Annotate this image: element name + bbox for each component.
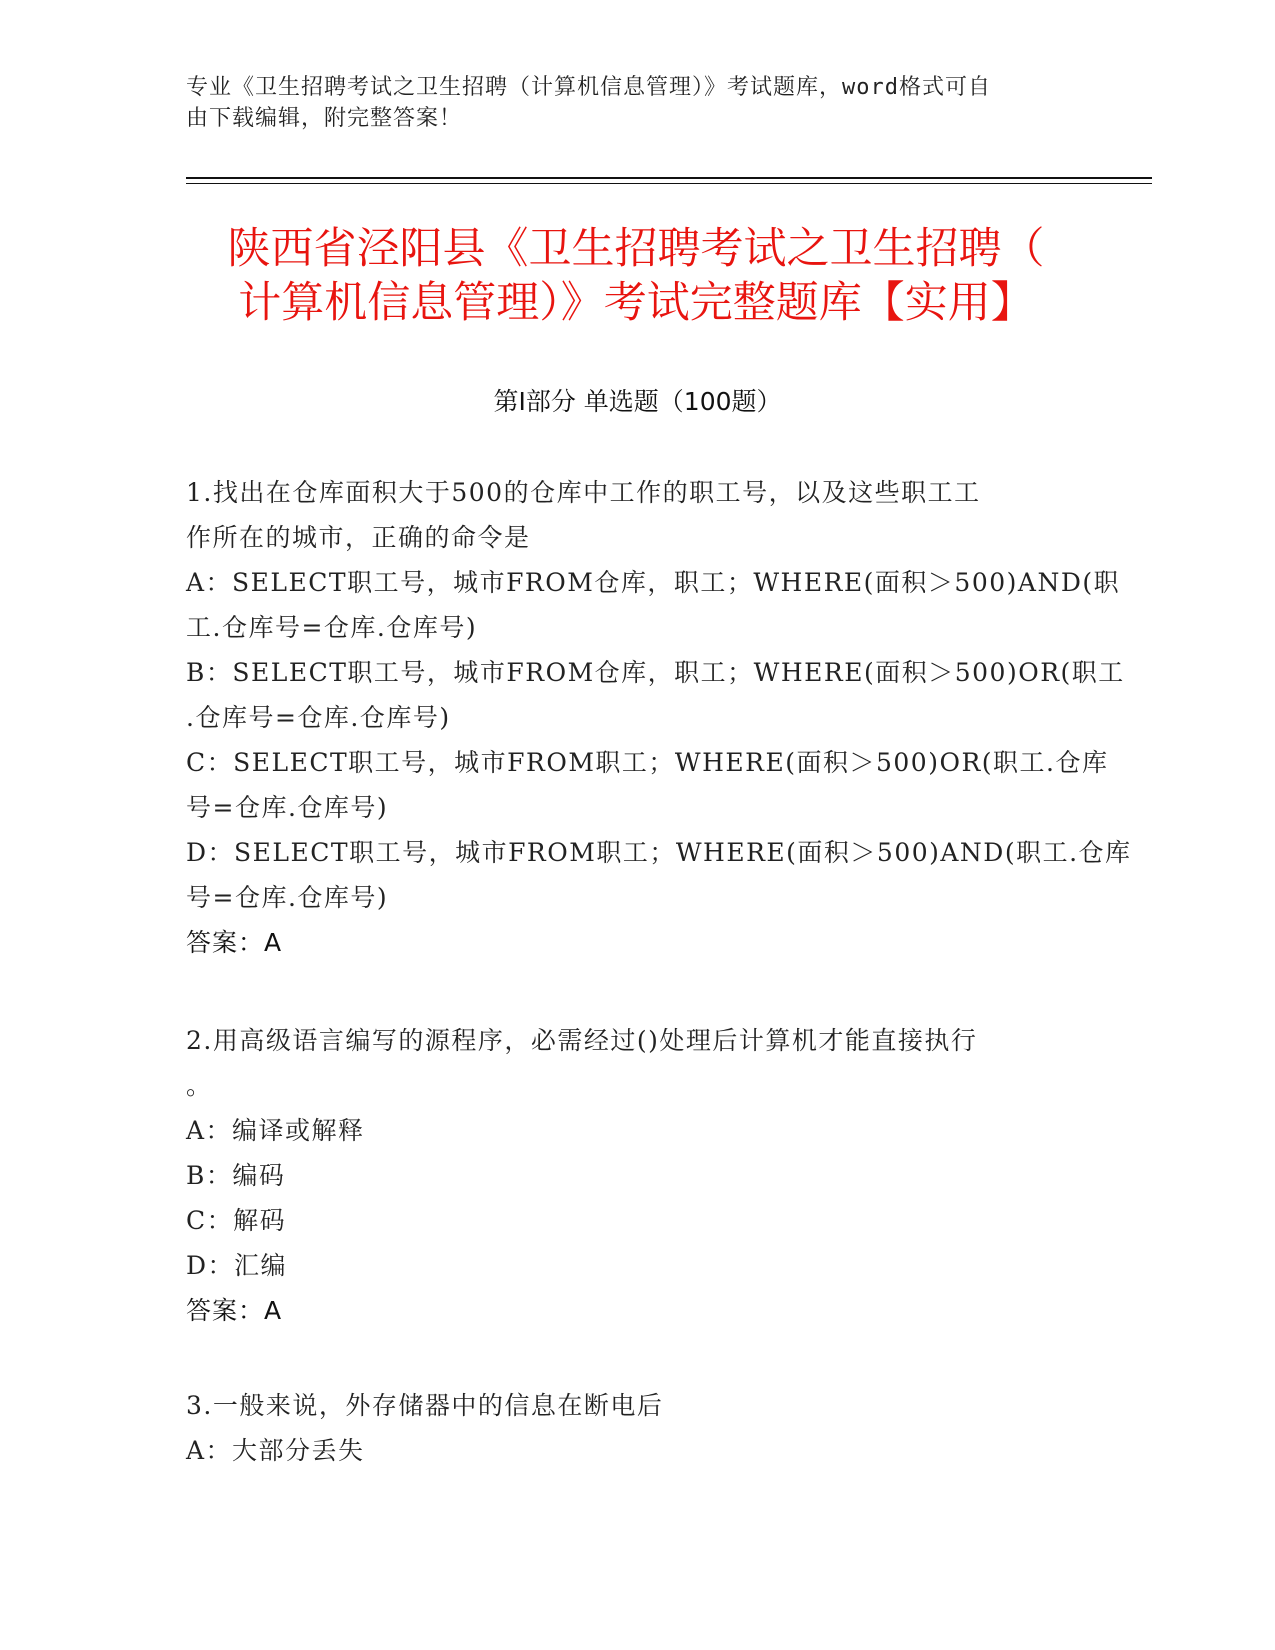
option-a: A：编译或解释 bbox=[186, 1116, 365, 1145]
header-note-line: 由下载编辑，附完整答案！ bbox=[186, 106, 463, 131]
question-stem: 。 bbox=[186, 1071, 213, 1100]
option-b: B：编码 bbox=[186, 1161, 286, 1190]
header-note bbox=[186, 72, 1066, 134]
question-stem: 作所在的城市，正确的命令是 bbox=[186, 523, 531, 552]
option-d: D：汇编 bbox=[186, 1251, 288, 1280]
answer: 答案：A bbox=[186, 928, 283, 957]
answer: 答案：A bbox=[186, 1296, 283, 1325]
header-divider bbox=[186, 183, 1152, 184]
question-2 bbox=[186, 1018, 1086, 1333]
section-heading: 第Ⅰ部分 单选题（100题） bbox=[493, 387, 782, 416]
option-b: .仓库号=仓库.仓库号) bbox=[186, 703, 451, 732]
option-a: A：SELECT职工号，城市FROM仓库，职工；WHERE(面积＞500)AND(职 bbox=[186, 568, 1121, 597]
question-stem: 1.找出在仓库面积大于500的仓库中工作的职工号，以及这些职工工 bbox=[186, 478, 981, 507]
question-1 bbox=[186, 470, 1132, 965]
option-c: 号=仓库.仓库号) bbox=[186, 793, 389, 822]
question-3 bbox=[186, 1383, 1086, 1473]
document-title bbox=[186, 222, 1086, 330]
header-divider bbox=[186, 177, 1152, 179]
option-a: 工.仓库号=仓库.仓库号) bbox=[186, 613, 478, 642]
option-c: C：SELECT职工号，城市FROM职工；WHERE(面积＞500)OR(职工.仓库 bbox=[186, 748, 1109, 777]
option-d: D：SELECT职工号，城市FROM职工；WHERE(面积＞500)AND(职工.仓库 bbox=[186, 838, 1132, 867]
option-a: A：大部分丢失 bbox=[186, 1436, 365, 1465]
header-note-line: 专业《卫生招聘考试之卫生招聘（计算机信息管理）》考试题库，word格式可自 bbox=[186, 75, 991, 100]
question-stem: 2.用高级语言编写的源程序，必需经过()处理后计算机才能直接执行 bbox=[186, 1026, 978, 1055]
option-c: C：解码 bbox=[186, 1206, 287, 1235]
title-line: 计算机信息管理）》考试完整题库【实用】 bbox=[238, 278, 1034, 328]
question-stem: 3.一般来说，外存储器中的信息在断电后 bbox=[186, 1391, 664, 1420]
title-line: 陕西省泾阳县《卫生招聘考试之卫生招聘（ bbox=[227, 224, 1045, 274]
option-d: 号=仓库.仓库号) bbox=[186, 883, 389, 912]
option-b: B：SELECT职工号，城市FROM仓库，职工；WHERE(面积＞500)OR(职工 bbox=[186, 658, 1125, 687]
